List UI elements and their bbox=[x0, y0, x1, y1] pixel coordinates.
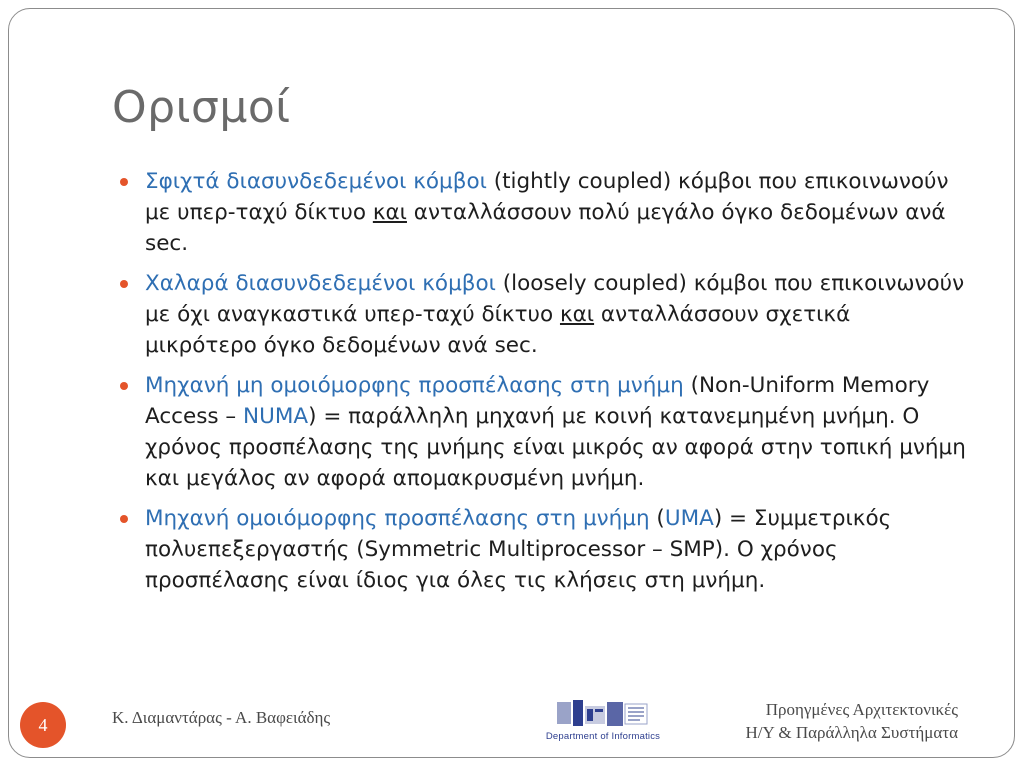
bullet-body: ( bbox=[649, 506, 665, 531]
bullet-body: ανταλλάσσουν πολύ μεγάλο όγκο δεδομένων ανά sec. bbox=[145, 200, 946, 256]
bullet-list bbox=[118, 166, 968, 605]
bullet-text bbox=[145, 370, 968, 494]
bullet-dot-icon bbox=[120, 280, 128, 288]
bullet-item-uma bbox=[118, 503, 968, 596]
slide-number-badge: 4 bbox=[20, 702, 66, 748]
course-title-line-1: Προηγμένες Αρχιτεκτονικές bbox=[765, 700, 958, 719]
bullet-text bbox=[145, 268, 968, 361]
bullet-item-tightly-coupled bbox=[118, 166, 968, 259]
bullet-term: Μηχανή ομοιόμορφης προσπέλασης στη μνήμη bbox=[145, 506, 650, 531]
bullet-term: Μηχανή μη ομοιόμορφης προσπέλασης στη μνήμη bbox=[145, 373, 684, 398]
bullet-body: ) = παράλληλη μηχανή με κοινή κατανεμημένη μνήμη. Ο χρόνος προσπέλασης της μνήμης είναι μικρός αν αφορά στην τοπική μνήμη και μεγάλος αν αφορά απομακρυσμένη μνήμη. bbox=[145, 404, 966, 491]
bullet-item-numa bbox=[118, 370, 968, 494]
course-title-line-2: Η/Υ & Παράλληλα Συστήματα bbox=[745, 723, 958, 742]
department-logo-icon bbox=[527, 698, 679, 732]
underlined-word: και bbox=[372, 200, 407, 225]
bullet-body: (Non-Uniform Memory Access – bbox=[145, 373, 930, 429]
bullet-text bbox=[145, 503, 968, 596]
department-logo-text: Department of Informatics bbox=[545, 731, 661, 742]
footer-authors: Κ. Διαμαντάρας - Α. Βαφειάδης bbox=[112, 708, 331, 727]
bullet-body: ) = Συμμετρικός πολυεπεξεργαστής (Symmetric Multiprocessor – SMP). Ο χρόνος προσπέλασης είναι ίδιος για όλες τις κλήσεις στη μνήμη. bbox=[145, 506, 892, 593]
underlined-word: και bbox=[559, 302, 595, 327]
bullet-dot-icon bbox=[120, 178, 128, 186]
bullet-text bbox=[145, 166, 968, 259]
bullet-term: Σφιχτά διασυνδεδεμένοι κόμβοι bbox=[145, 169, 487, 194]
slide-title: Ορισμοί bbox=[112, 82, 291, 133]
footer-course-title bbox=[745, 698, 958, 744]
bullet-body: ανταλλάσσουν σχετικά μικρότερο όγκο δεδομένων ανά sec. bbox=[145, 302, 851, 358]
bullet-dot-icon bbox=[120, 515, 128, 523]
department-logo bbox=[527, 698, 679, 744]
acronym-numa: NUMA bbox=[243, 404, 309, 429]
bullet-body: (loosely coupled) κόμβοι που επικοινωνούν με όχι αναγκαστικά υπερ-ταχύ δίκτυο bbox=[145, 271, 965, 327]
bullet-dot-icon bbox=[120, 382, 128, 390]
bullet-body: (tightly coupled) κόμβοι που επικοινωνούν με υπερ-ταχύ δίκτυο bbox=[145, 169, 949, 225]
acronym-uma: UMA bbox=[664, 506, 714, 531]
bullet-term: Χαλαρά διασυνδεδεμένοι κόμβοι bbox=[145, 271, 496, 296]
bullet-item-loosely-coupled bbox=[118, 268, 968, 361]
